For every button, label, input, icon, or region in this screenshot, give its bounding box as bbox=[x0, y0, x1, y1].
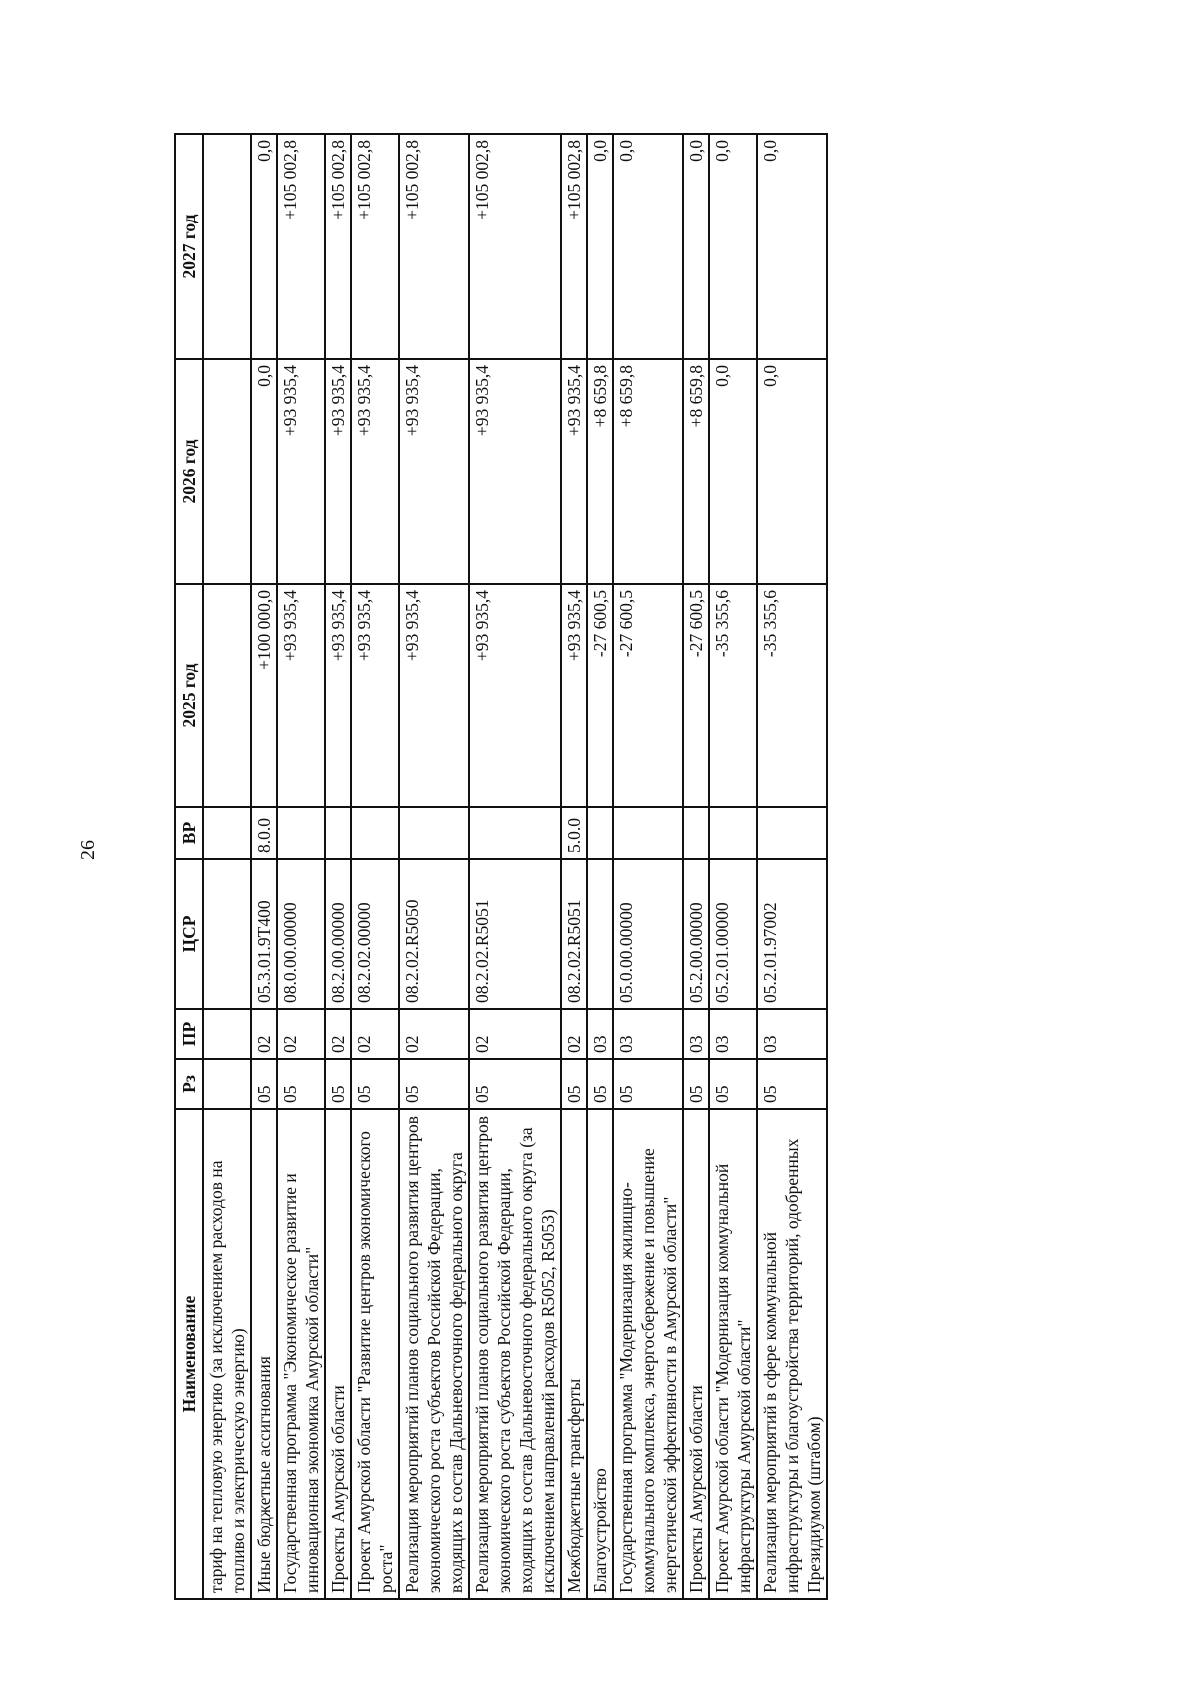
cell-pr: 02 bbox=[561, 1009, 587, 1059]
cell-name: Иные бюджетные ассигнования bbox=[251, 1109, 277, 1599]
header-2027: 2027 год bbox=[175, 134, 203, 359]
cell-rz: 05 bbox=[399, 1059, 469, 1109]
cell-name: Благоустройство bbox=[587, 1109, 613, 1599]
cell-2026: +8 659,8 bbox=[613, 359, 683, 584]
cell-name: Реализация мероприятий планов социального развития центров экономического роста субъектов Российской Федерации, входящих в состав Дальневосточного федерального округа bbox=[399, 1109, 469, 1599]
cell-vr bbox=[709, 807, 757, 859]
table-row bbox=[277, 134, 325, 1599]
cell-name: Проекты Амурской области bbox=[683, 1109, 709, 1599]
cell-name: Проекты Амурской области bbox=[325, 1109, 351, 1599]
header-rz: Рз bbox=[175, 1059, 203, 1109]
cell-csr: 08.0.00.00000 bbox=[277, 859, 325, 1009]
cell-vr bbox=[351, 807, 399, 859]
cell-vr bbox=[277, 807, 325, 859]
cell-csr: 05.2.00.00000 bbox=[683, 859, 709, 1009]
cell-2025: +93 935,4 bbox=[399, 584, 469, 807]
cell-pr: 02 bbox=[277, 1009, 325, 1059]
cell-csr: 08.2.02.R5050 bbox=[399, 859, 469, 1009]
cell-csr bbox=[203, 859, 251, 1009]
cell-rz: 05 bbox=[613, 1059, 683, 1109]
cell-2027: +105 002,8 bbox=[325, 134, 351, 359]
cell-csr: 08.2.00.00000 bbox=[325, 859, 351, 1009]
cell-2025: -27 600,5 bbox=[683, 584, 709, 807]
cell-rz: 05 bbox=[709, 1059, 757, 1109]
cell-rz: 05 bbox=[757, 1059, 827, 1109]
cell-2027: 0,0 bbox=[613, 134, 683, 359]
cell-csr: 05.0.00.00000 bbox=[613, 859, 683, 1009]
header-name: Наименование bbox=[175, 1109, 203, 1599]
cell-pr: 02 bbox=[325, 1009, 351, 1059]
cell-csr: 08.2.02.00000 bbox=[351, 859, 399, 1009]
cell-vr: 8.0.0 bbox=[251, 807, 277, 859]
cell-2026: 0,0 bbox=[709, 359, 757, 584]
cell-2025: +93 935,4 bbox=[277, 584, 325, 807]
rotated-table-container bbox=[174, 135, 1119, 1600]
cell-pr: 03 bbox=[587, 1009, 613, 1059]
cell-2026: +93 935,4 bbox=[351, 359, 399, 584]
cell-2025: +93 935,4 bbox=[325, 584, 351, 807]
cell-2026: +8 659,8 bbox=[587, 359, 613, 584]
cell-2025: +100 000,0 bbox=[251, 584, 277, 807]
cell-2025 bbox=[203, 584, 251, 807]
cell-rz bbox=[203, 1059, 251, 1109]
cell-vr: 5.0.0 bbox=[561, 807, 587, 859]
cell-csr bbox=[587, 859, 613, 1009]
cell-2027: +105 002,8 bbox=[277, 134, 325, 359]
table-body bbox=[203, 134, 827, 1599]
cell-vr bbox=[613, 807, 683, 859]
cell-2027: 0,0 bbox=[709, 134, 757, 359]
cell-pr bbox=[203, 1009, 251, 1059]
header-vr: ВР bbox=[175, 807, 203, 859]
cell-pr: 02 bbox=[351, 1009, 399, 1059]
cell-2025: +93 935,4 bbox=[561, 584, 587, 807]
cell-2025: +93 935,4 bbox=[351, 584, 399, 807]
cell-csr: 08.2.02.R5051 bbox=[469, 859, 561, 1009]
cell-2027: +105 002,8 bbox=[351, 134, 399, 359]
cell-name: тариф на тепловую энергию (за исключением расходов на топливо и электрическую энергию) bbox=[203, 1109, 251, 1599]
cell-rz: 05 bbox=[561, 1059, 587, 1109]
cell-csr: 08.2.02.R5051 bbox=[561, 859, 587, 1009]
cell-csr: 05.3.01.9Т400 bbox=[251, 859, 277, 1009]
cell-2026: +8 659,8 bbox=[683, 359, 709, 584]
cell-2026: +93 935,4 bbox=[277, 359, 325, 584]
cell-2026 bbox=[203, 359, 251, 584]
cell-name: Реализация мероприятий планов социального развития центров экономического роста субъектов Российской Федерации, входящих в состав Дальневосточного федерального округа (за исключением направлений расходов R5052, R5053) bbox=[469, 1109, 561, 1599]
header-pr: ПР bbox=[175, 1009, 203, 1059]
table-row bbox=[683, 134, 709, 1599]
table-row bbox=[561, 134, 587, 1599]
cell-2027: +105 002,8 bbox=[561, 134, 587, 359]
cell-csr: 05.2.01.97002 bbox=[757, 859, 827, 1009]
cell-vr bbox=[203, 807, 251, 859]
cell-2025: +93 935,4 bbox=[469, 584, 561, 807]
header-2025: 2025 год bbox=[175, 584, 203, 807]
table-row bbox=[351, 134, 399, 1599]
table-row bbox=[757, 134, 827, 1599]
cell-pr: 03 bbox=[757, 1009, 827, 1059]
cell-2025: -35 355,6 bbox=[757, 584, 827, 807]
cell-pr: 03 bbox=[683, 1009, 709, 1059]
cell-vr bbox=[325, 807, 351, 859]
table-row bbox=[613, 134, 683, 1599]
budget-table bbox=[174, 133, 828, 1600]
table-row bbox=[709, 134, 757, 1599]
table-row bbox=[325, 134, 351, 1599]
cell-2027: 0,0 bbox=[757, 134, 827, 359]
cell-2027: +105 002,8 bbox=[399, 134, 469, 359]
cell-2026: 0,0 bbox=[757, 359, 827, 584]
header-csr: ЦСР bbox=[175, 859, 203, 1009]
cell-2027 bbox=[203, 134, 251, 359]
table-row bbox=[203, 134, 251, 1599]
cell-rz: 05 bbox=[587, 1059, 613, 1109]
cell-2027: 0,0 bbox=[587, 134, 613, 359]
cell-pr: 03 bbox=[613, 1009, 683, 1059]
cell-vr bbox=[469, 807, 561, 859]
cell-rz: 05 bbox=[251, 1059, 277, 1109]
cell-csr: 05.2.01.00000 bbox=[709, 859, 757, 1009]
cell-2027: 0,0 bbox=[251, 134, 277, 359]
cell-2025: -35 355,6 bbox=[709, 584, 757, 807]
cell-rz: 05 bbox=[683, 1059, 709, 1109]
cell-2026: +93 935,4 bbox=[399, 359, 469, 584]
cell-2026: +93 935,4 bbox=[561, 359, 587, 584]
cell-2025: -27 600,5 bbox=[587, 584, 613, 807]
cell-2027: 0,0 bbox=[683, 134, 709, 359]
cell-vr bbox=[757, 807, 827, 859]
cell-name: Межбюджетные трансферты bbox=[561, 1109, 587, 1599]
table-row bbox=[251, 134, 277, 1599]
cell-2026: 0,0 bbox=[251, 359, 277, 584]
cell-name: Проект Амурской области "Модернизация коммунальной инфраструктуры Амурской области" bbox=[709, 1109, 757, 1599]
cell-rz: 05 bbox=[277, 1059, 325, 1109]
cell-pr: 03 bbox=[709, 1009, 757, 1059]
cell-name: Государственная программа "Экономическое развитие и инновационная экономика Амурской области" bbox=[277, 1109, 325, 1599]
cell-rz: 05 bbox=[351, 1059, 399, 1109]
cell-name: Проект Амурской области "Развитие центров экономического роста" bbox=[351, 1109, 399, 1599]
cell-rz: 05 bbox=[469, 1059, 561, 1109]
table-header-row bbox=[175, 134, 203, 1599]
cell-vr bbox=[399, 807, 469, 859]
header-2026: 2026 год bbox=[175, 359, 203, 584]
cell-2025: -27 600,5 bbox=[613, 584, 683, 807]
cell-pr: 02 bbox=[399, 1009, 469, 1059]
cell-name: Государственная программа "Модернизация жилищно-коммунального комплекса, энергосбережение и повышение энергетической эффективности в Амурской области" bbox=[613, 1109, 683, 1599]
cell-vr bbox=[683, 807, 709, 859]
cell-vr bbox=[587, 807, 613, 859]
cell-rz: 05 bbox=[325, 1059, 351, 1109]
table-row bbox=[469, 134, 561, 1599]
table-row bbox=[587, 134, 613, 1599]
cell-2026: +93 935,4 bbox=[469, 359, 561, 584]
table-row bbox=[399, 134, 469, 1599]
cell-2026: +93 935,4 bbox=[325, 359, 351, 584]
cell-pr: 02 bbox=[469, 1009, 561, 1059]
cell-pr: 02 bbox=[251, 1009, 277, 1059]
cell-2027: +105 002,8 bbox=[469, 134, 561, 359]
page-number: 26 bbox=[77, 840, 99, 860]
cell-name: Реализация мероприятий в сфере коммунальной инфраструктуры и благоустройства территорий, одобренных Президиумом (штабом) bbox=[757, 1109, 827, 1599]
